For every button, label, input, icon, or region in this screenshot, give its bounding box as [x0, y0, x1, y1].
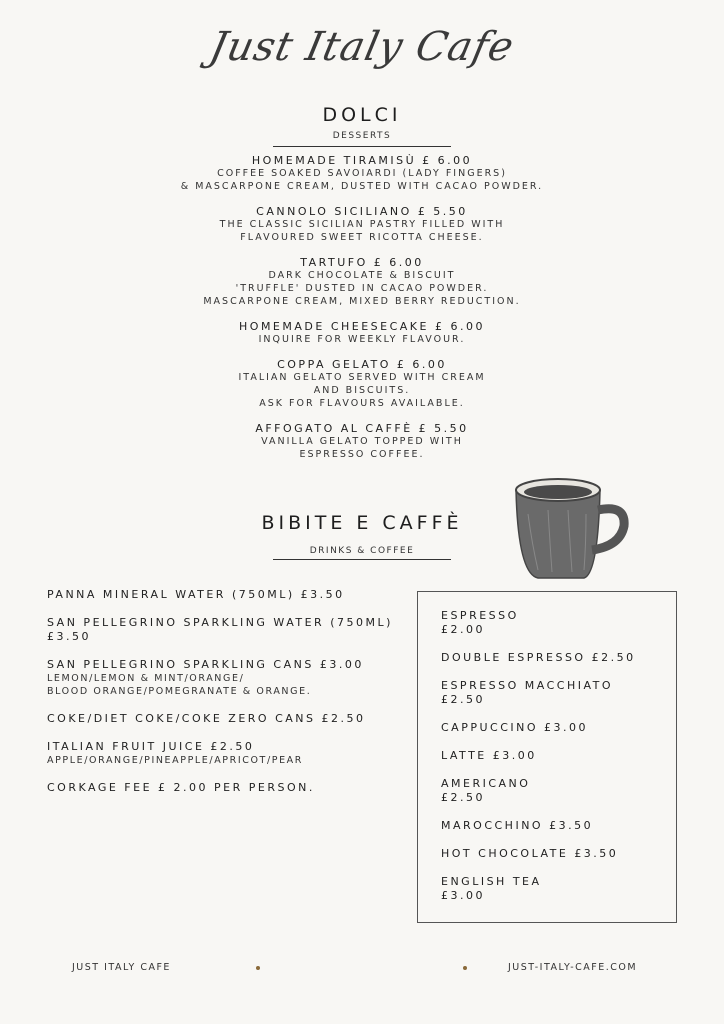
dessert-description: ITALIAN GELATO SERVED WITH CREAM	[238, 372, 486, 383]
drink-item	[47, 740, 412, 767]
dessert-item	[0, 205, 724, 244]
dessert-description: & MASCARPONE CREAM, DUSTED WITH CACAO POWDER.	[180, 181, 544, 192]
coffee-item	[441, 679, 671, 707]
dessert-description: VANILLA GELATO TOPPED WITH	[261, 436, 463, 447]
coffee-price: £2.50	[441, 693, 485, 706]
dessert-description: INQUIRE FOR WEEKLY FLAVOUR.	[258, 334, 466, 345]
dessert-name: HOMEMADE TIRAMISÙ £ 6.00	[251, 154, 473, 167]
dessert-description: FLAVOURED SWEET RICOTTA CHEESE.	[240, 232, 484, 243]
dessert-description: DARK CHOCOLATE & BISCUIT	[268, 270, 456, 281]
footer-name: JUST ITALY CAFE	[72, 962, 171, 973]
coffee-name: AMERICANO	[441, 777, 531, 790]
dessert-description: ASK FOR FLAVOURS AVAILABLE.	[259, 398, 465, 409]
drink-name: PANNA MINERAL WATER (750ML) £3.50	[47, 588, 345, 601]
dessert-item	[0, 422, 724, 461]
drink-description: LEMON/LEMON & MINT/ORANGE/	[47, 673, 245, 684]
drink-item	[47, 588, 412, 602]
coffee-name: MAROCCHINO £3.50	[441, 819, 594, 832]
coffee-price: £3.00	[441, 889, 485, 902]
dessert-description: MASCARPONE CREAM, MIXED BERRY REDUCTION.	[203, 296, 521, 307]
coffee-item	[441, 721, 671, 735]
footer-website[interactable]: JUST-ITALY-CAFE.COM	[508, 962, 638, 973]
drink-item	[47, 658, 412, 698]
coffee-item	[441, 609, 671, 637]
dessert-item	[0, 358, 724, 410]
dessert-item	[0, 154, 724, 193]
dessert-name: HOMEMADE CHEESECAKE £ 6.00	[239, 320, 485, 333]
drink-item	[47, 712, 412, 726]
dessert-description: COFFEE SOAKED SAVOIARDI (LADY FINGERS)	[217, 168, 507, 179]
coffee-price: £2.00	[441, 623, 485, 636]
dessert-description: THE CLASSIC SICILIAN PASTRY FILLED WITH	[219, 219, 505, 230]
drink-name: COKE/DIET COKE/COKE ZERO CANS £2.50	[47, 712, 366, 725]
dolci-subtitle: DESSERTS	[332, 131, 392, 141]
coffee-item	[441, 749, 671, 763]
drink-name: SAN PELLEGRINO SPARKLING WATER (750ML)	[47, 616, 393, 629]
drink-name: £3.50	[47, 630, 91, 643]
drink-name: SAN PELLEGRINO SPARKLING CANS £3.00	[47, 658, 364, 671]
coffee-item	[441, 875, 671, 903]
bibite-title: BIBITE E CAFFÈ	[261, 512, 463, 534]
dessert-description: AND BISCUITS.	[313, 385, 411, 396]
dessert-name: AFFOGATO AL CAFFÈ £ 5.50	[255, 422, 469, 435]
coffee-name: ESPRESSO MACCHIATO	[441, 679, 614, 692]
dolci-title: DOLCI	[322, 104, 402, 126]
coffee-name: ESPRESSO	[441, 609, 519, 622]
dolci-divider	[273, 146, 451, 147]
drink-description: APPLE/ORANGE/PINEAPPLE/APRICOT/PEAR	[47, 755, 303, 766]
bibite-subtitle: DRINKS & COFFEE	[309, 546, 415, 556]
coffee-item	[441, 847, 671, 861]
drinks-list	[47, 588, 412, 809]
dessert-description: ESPRESSO COFFEE.	[299, 449, 425, 460]
dessert-item	[0, 256, 724, 308]
dessert-item	[0, 320, 724, 346]
coffee-item	[441, 819, 671, 833]
dessert-name: CANNOLO SICILIANO £ 5.50	[256, 205, 468, 218]
drink-item	[47, 781, 412, 795]
dessert-list	[0, 154, 724, 473]
drink-name: CORKAGE FEE £ 2.00 PER PERSON.	[47, 781, 315, 794]
dessert-name: COPPA GELATO £ 6.00	[277, 358, 447, 371]
coffee-name: ENGLISH TEA	[441, 875, 542, 888]
coffee-list	[441, 609, 671, 917]
coffee-box	[417, 591, 677, 923]
dessert-name: TARTUFO £ 6.00	[300, 256, 424, 269]
drink-name: ITALIAN FRUIT JUICE £2.50	[47, 740, 255, 753]
coffee-item	[441, 651, 671, 665]
coffee-name: LATTE £3.00	[441, 749, 537, 762]
footer-dot-right	[463, 966, 467, 970]
footer-dot-left	[256, 966, 260, 970]
coffee-item	[441, 777, 671, 805]
coffee-name: HOT CHOCOLATE £3.50	[441, 847, 619, 860]
drink-item	[47, 616, 412, 644]
coffee-name: CAPPUCCINO £3.00	[441, 721, 589, 734]
dessert-description: 'TRUFFLE' DUSTED IN CACAO POWDER.	[235, 283, 489, 294]
cafe-logo: Just Italy Cafe	[205, 24, 519, 70]
bibite-divider	[273, 559, 451, 560]
drink-description: BLOOD ORANGE/POMEGRANATE & ORANGE.	[47, 686, 312, 697]
coffee-price: £2.50	[441, 791, 485, 804]
coffee-name: DOUBLE ESPRESSO £2.50	[441, 651, 636, 664]
